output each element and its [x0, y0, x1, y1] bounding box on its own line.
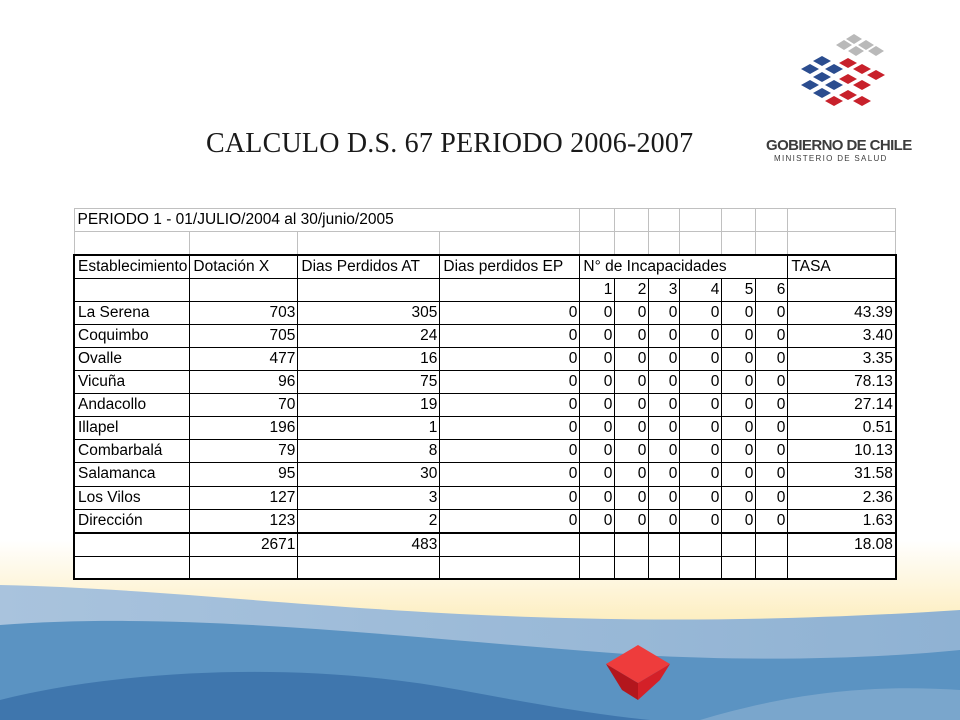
incapacidad-value: 0 [722, 486, 756, 509]
incapacidad-value: 0 [580, 324, 615, 347]
table-row [74, 463, 896, 486]
table-cell [615, 533, 649, 557]
table-cell [680, 533, 722, 557]
table-row [74, 417, 896, 440]
dotacion-value: 127 [190, 486, 298, 509]
header-incapacidades: N° de Incapacidades [580, 255, 788, 279]
incapacidad-value: 0 [580, 417, 615, 440]
incapacidad-value: 0 [756, 394, 788, 417]
incapacidad-value: 0 [649, 440, 680, 463]
header-establecimiento: Establecimiento [74, 255, 190, 279]
table-row [74, 301, 896, 324]
table-row [74, 486, 896, 509]
table-row [74, 371, 896, 394]
tasa-value: 31.58 [788, 463, 896, 486]
dias-ep-value: 0 [440, 486, 580, 509]
incapacidad-value: 0 [615, 417, 649, 440]
dotacion-value: 70 [190, 394, 298, 417]
incapacidad-value: 0 [722, 440, 756, 463]
table-row [74, 347, 896, 370]
incapacidad-value: 0 [722, 394, 756, 417]
incapacidad-value: 0 [680, 301, 722, 324]
period-label: PERIODO 1 - 01/JULIO/2004 al 30/junio/2005 [74, 209, 580, 232]
dotacion-value: 196 [190, 417, 298, 440]
dias-ep-value: 0 [440, 371, 580, 394]
dias-at-value: 30 [298, 463, 440, 486]
table-row [74, 394, 896, 417]
header-tasa: TASA [788, 255, 896, 279]
dotacion-value: 705 [190, 324, 298, 347]
period-row [74, 209, 896, 232]
table-row [74, 440, 896, 463]
tasa-value: 3.35 [788, 347, 896, 370]
incapacidad-value: 0 [580, 440, 615, 463]
dotacion-value: 95 [190, 463, 298, 486]
incapacidad-value: 0 [580, 347, 615, 370]
establishment-name: Vicuña [74, 371, 190, 394]
incapacidad-value: 0 [756, 417, 788, 440]
dias-ep-value: 0 [440, 347, 580, 370]
incapacidad-value: 0 [580, 371, 615, 394]
incapacidad-value: 0 [680, 324, 722, 347]
table-cell [440, 533, 580, 557]
incapacidad-value: 0 [756, 301, 788, 324]
dotacion-value: 96 [190, 371, 298, 394]
incapacidad-value: 0 [615, 394, 649, 417]
dotacion-value: 123 [190, 509, 298, 533]
total-dotacion: 2671 [190, 533, 298, 557]
incapacidad-value: 0 [722, 417, 756, 440]
table-cell [298, 556, 440, 579]
logo-name: GOBIERNO DE CHILE [766, 137, 912, 154]
establishment-name: Dirección [74, 509, 190, 533]
dias-ep-value: 0 [440, 440, 580, 463]
tasa-value: 27.14 [788, 394, 896, 417]
incapacidad-value: 0 [722, 463, 756, 486]
subheader-row [74, 278, 896, 301]
incapacidad-value: 0 [756, 440, 788, 463]
incapacidad-value: 0 [680, 509, 722, 533]
dias-at-value: 8 [298, 440, 440, 463]
header-row [74, 255, 896, 279]
incapacidad-value: 0 [756, 347, 788, 370]
incapacidad-value: 0 [722, 509, 756, 533]
incapacidad-value: 0 [722, 347, 756, 370]
tasa-value: 10.13 [788, 440, 896, 463]
blank-row [74, 232, 896, 255]
totals-row [74, 533, 896, 557]
incapacidad-value: 0 [649, 417, 680, 440]
inc-col-4: 4 [680, 278, 722, 301]
table-cell [680, 556, 722, 579]
table-cell [615, 556, 649, 579]
establishment-name: Combarbalá [74, 440, 190, 463]
incapacidad-value: 0 [615, 486, 649, 509]
total-tasa: 18.08 [788, 533, 896, 557]
incapacidad-value: 0 [756, 486, 788, 509]
incapacidad-value: 0 [615, 347, 649, 370]
incapacidad-value: 0 [649, 394, 680, 417]
tasa-value: 1.63 [788, 509, 896, 533]
incapacidad-value: 0 [680, 347, 722, 370]
incapacidad-value: 0 [680, 417, 722, 440]
inc-col-3: 3 [649, 278, 680, 301]
blank-row [74, 556, 896, 579]
incapacidad-value: 0 [649, 486, 680, 509]
incapacidad-value: 0 [649, 463, 680, 486]
incapacidad-value: 0 [756, 509, 788, 533]
inc-col-5: 5 [722, 278, 756, 301]
incapacidad-value: 0 [722, 324, 756, 347]
table-cell [649, 533, 680, 557]
header-dias-at: Dias Perdidos AT [298, 255, 440, 279]
incapacidad-value: 0 [722, 371, 756, 394]
establishment-name: Los Vilos [74, 486, 190, 509]
incapacidad-value: 0 [580, 463, 615, 486]
dias-ep-value: 0 [440, 417, 580, 440]
incapacidad-value: 0 [680, 486, 722, 509]
dias-ep-value: 0 [440, 324, 580, 347]
incapacidad-value: 0 [722, 301, 756, 324]
dias-at-value: 19 [298, 394, 440, 417]
dotacion-value: 477 [190, 347, 298, 370]
tasa-value: 3.40 [788, 324, 896, 347]
inc-col-1: 1 [580, 278, 615, 301]
incapacidad-value: 0 [680, 463, 722, 486]
incapacidad-value: 0 [649, 509, 680, 533]
header-dias-ep: Dias perdidos EP [440, 255, 580, 279]
tasa-value: 0.51 [788, 417, 896, 440]
inc-col-6: 6 [756, 278, 788, 301]
establishment-name: Illapel [74, 417, 190, 440]
table-cell [580, 533, 615, 557]
ministry-logo-mark-icon [786, 30, 896, 130]
table-cell [722, 556, 756, 579]
incapacidad-value: 0 [580, 509, 615, 533]
dias-at-value: 3 [298, 486, 440, 509]
page-title: CALCULO D.S. 67 PERIODO 2006-2007 [206, 128, 694, 159]
dias-ep-value: 0 [440, 509, 580, 533]
incapacidad-value: 0 [580, 301, 615, 324]
table-cell [756, 533, 788, 557]
incapacidad-value: 0 [649, 324, 680, 347]
total-dias-at: 483 [298, 533, 440, 557]
table-cell [580, 556, 615, 579]
table-cell [788, 556, 896, 579]
table-cell [440, 556, 580, 579]
incapacidad-value: 0 [615, 463, 649, 486]
dias-at-value: 305 [298, 301, 440, 324]
establishment-name: Salamanca [74, 463, 190, 486]
inc-col-2: 2 [615, 278, 649, 301]
incapacidad-value: 0 [615, 509, 649, 533]
incapacidad-value: 0 [756, 463, 788, 486]
dias-ep-value: 0 [440, 394, 580, 417]
incapacidad-value: 0 [680, 371, 722, 394]
gobierno-de-chile-logo [760, 30, 930, 170]
dias-at-value: 16 [298, 347, 440, 370]
table-row [74, 324, 896, 347]
table-cell [756, 556, 788, 579]
table-cell [722, 533, 756, 557]
tasa-value: 78.13 [788, 371, 896, 394]
tasa-value: 2.36 [788, 486, 896, 509]
dias-at-value: 2 [298, 509, 440, 533]
dias-at-value: 75 [298, 371, 440, 394]
establishment-name: Coquimbo [74, 324, 190, 347]
establishment-name: Ovalle [74, 347, 190, 370]
incapacidad-value: 0 [756, 324, 788, 347]
logo-subtitle: MINISTERIO DE SALUD [774, 154, 888, 163]
incapacidad-value: 0 [615, 371, 649, 394]
incapacidad-value: 0 [680, 394, 722, 417]
table-row [74, 509, 896, 533]
incapacidad-value: 0 [649, 371, 680, 394]
dias-at-value: 24 [298, 324, 440, 347]
incapacidad-value: 0 [615, 440, 649, 463]
dotacion-value: 79 [190, 440, 298, 463]
establishment-name: Andacollo [74, 394, 190, 417]
totals-label-cell [74, 533, 190, 557]
dias-ep-value: 0 [440, 301, 580, 324]
incapacidad-value: 0 [615, 324, 649, 347]
incapacidad-value: 0 [680, 440, 722, 463]
dotacion-value: 703 [190, 301, 298, 324]
incapacidad-value: 0 [580, 486, 615, 509]
dias-ep-value: 0 [440, 463, 580, 486]
incapacidad-value: 0 [615, 301, 649, 324]
table-cell [74, 556, 190, 579]
spreadsheet-table [73, 208, 897, 580]
establishment-name: La Serena [74, 301, 190, 324]
header-dotacion: Dotación X [190, 255, 298, 279]
tasa-value: 43.39 [788, 301, 896, 324]
incapacidad-value: 0 [649, 301, 680, 324]
table-cell [649, 556, 680, 579]
table-cell [190, 556, 298, 579]
incapacidad-value: 0 [580, 394, 615, 417]
dias-at-value: 1 [298, 417, 440, 440]
incapacidad-value: 0 [756, 371, 788, 394]
incapacidad-value: 0 [649, 347, 680, 370]
